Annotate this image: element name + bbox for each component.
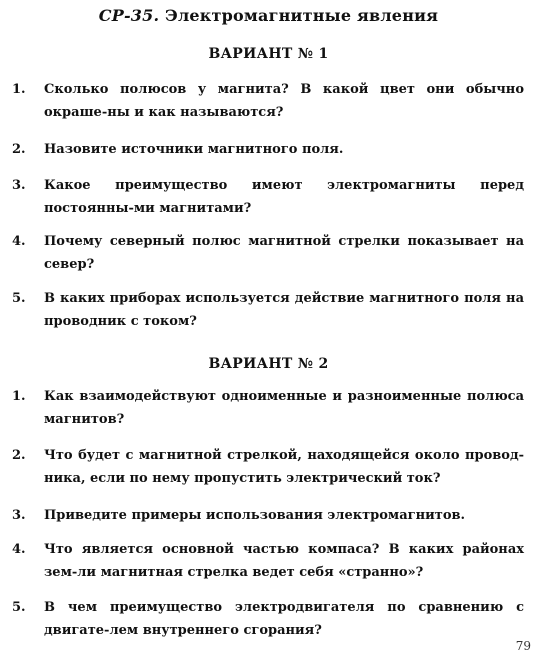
question-number: 3. [12, 178, 26, 193]
worksheet-code: СР-35. [98, 6, 160, 25]
question-text: Что является основной частью компаса? В каких районах зем-ли магнитная стрелка ведет себя «странно»? [44, 542, 524, 580]
variant-1-question-2 [12, 138, 524, 161]
page-title [0, 6, 537, 25]
question-text: Почему северный полюс магнитной стрелки показывает на север? [44, 234, 524, 272]
page-number: 79 [515, 639, 531, 653]
question-number: 2. [12, 142, 26, 157]
variant-1-question-1 [12, 78, 524, 124]
variant-1-heading: ВАРИАНТ № 1 [208, 46, 329, 62]
question-text: Как взаимодействуют одноименные и разноименные полюса магнитов? [44, 389, 524, 427]
variant-1-question-5 [12, 287, 524, 333]
variant-2-question-2 [12, 444, 524, 490]
variant-2-question-3 [12, 504, 524, 527]
question-number: 1. [12, 389, 26, 404]
question-number: 5. [12, 600, 26, 615]
variant-2-question-1 [12, 385, 524, 431]
question-number: 3. [12, 508, 26, 523]
question-number: 4. [12, 542, 26, 557]
variant-2-heading: ВАРИАНТ № 2 [208, 356, 329, 372]
variant-2-question-4 [12, 538, 524, 584]
variant-1-question-3 [12, 174, 524, 220]
variant-2-question-5 [12, 596, 524, 642]
question-text: Назовите источники магнитного поля. [44, 142, 344, 157]
question-text: Сколько полюсов у магнита? В какой цвет они обычно окраше-ны и как называются? [44, 82, 524, 120]
question-number: 5. [12, 291, 26, 306]
question-number: 2. [12, 448, 26, 463]
variant-1-question-4 [12, 230, 524, 276]
worksheet-title: Электромагнитные явления [165, 6, 439, 25]
question-text: В каких приборах используется действие магнитного поля на проводник с током? [44, 291, 524, 329]
question-text: В чем преимущество электродвигателя по сравнению с двигате-лем внутреннего сгорания? [44, 600, 524, 638]
question-text: Какое преимущество имеют электромагниты перед постоянны-ми магнитами? [44, 178, 524, 216]
question-number: 1. [12, 82, 26, 97]
question-text: Приведите примеры использования электромагнитов. [44, 508, 466, 523]
question-number: 4. [12, 234, 26, 249]
question-text: Что будет с магнитной стрелкой, находящейся около провод-ника, если по нему пропустить электрический ток? [44, 448, 524, 486]
